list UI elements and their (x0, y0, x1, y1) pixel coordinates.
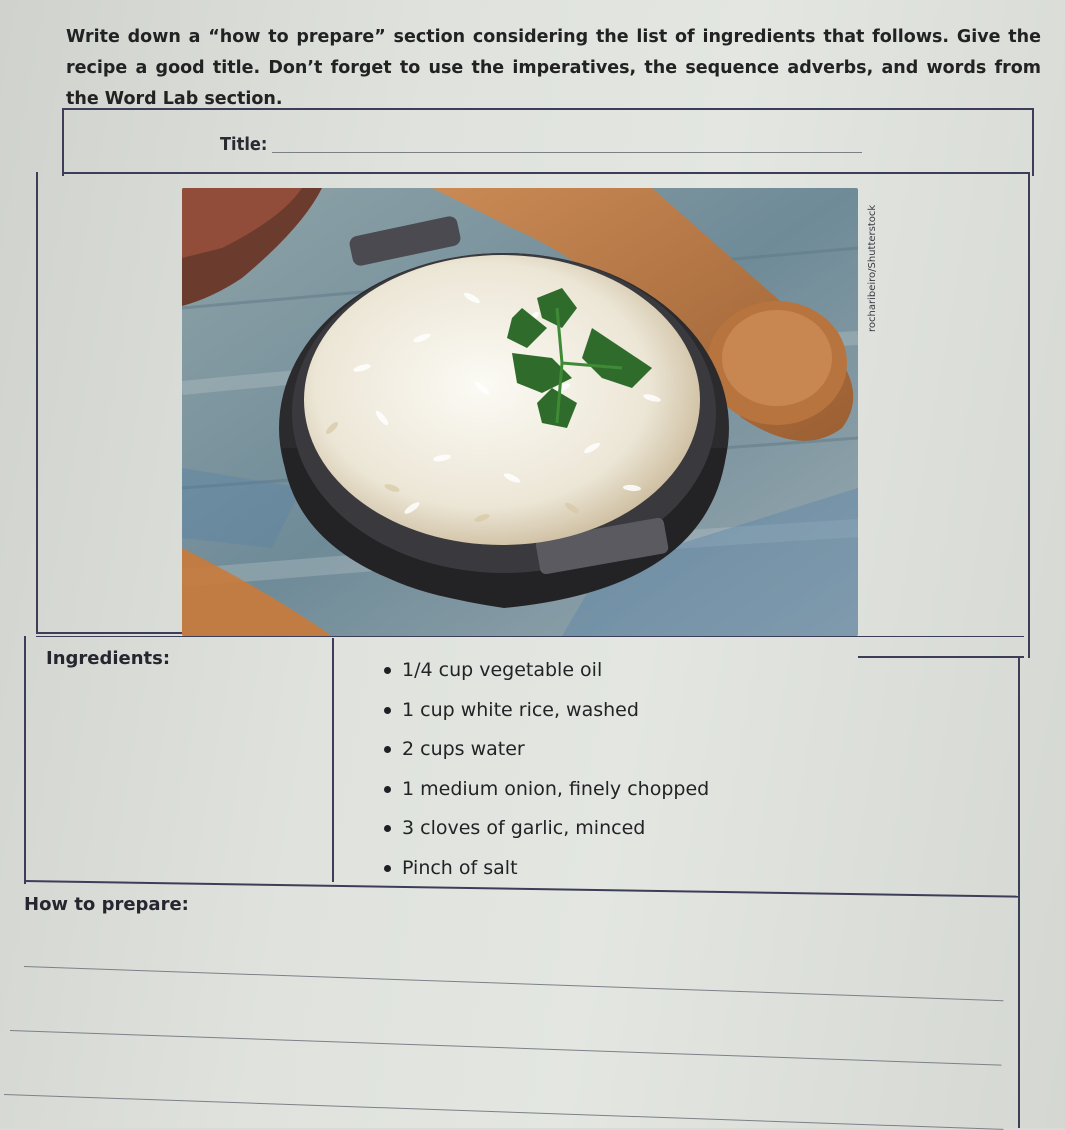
bullet-icon (384, 707, 391, 714)
frame-left-edge (36, 172, 38, 634)
prepare-right-edge (1018, 656, 1020, 1128)
list-item: 1/4 cup vegetable oil (380, 652, 709, 692)
ingredients-left-edge (24, 636, 26, 884)
bullet-icon (384, 667, 391, 674)
title-box-divider (62, 172, 1030, 174)
list-item: 1 cup white rice, washed (380, 692, 709, 732)
ingredients-top-rule (36, 636, 1024, 637)
list-item: 3 cloves of garlic, minced (380, 810, 709, 850)
how-to-prepare-label: How to prepare: (24, 894, 189, 915)
ingredients-column-divider (332, 638, 334, 882)
title-answer-line[interactable] (272, 152, 862, 153)
photo-box-divider-right (858, 656, 1024, 658)
photo-box-divider-left (36, 632, 182, 634)
title-box (62, 108, 1034, 176)
bullet-icon (384, 786, 391, 793)
frame-right-edge (1028, 172, 1030, 658)
bullet-icon (384, 746, 391, 753)
list-item: 1 medium onion, finely chopped (380, 771, 709, 811)
bullet-icon (384, 865, 391, 872)
rice-bowl-photo (182, 188, 858, 636)
title-label: Title: (220, 134, 268, 155)
list-item: 2 cups water (380, 731, 709, 771)
photo-credit (865, 196, 879, 332)
svg-text:rocharibeiro/Shutterstock: rocharibeiro/Shutterstock (867, 204, 878, 332)
ingredients-list (380, 652, 709, 889)
exercise-instructions: Write down a “how to prepare” section considering the list of ingredients that follows. Give the recipe a good title. Don’t forget to use the imperatives, the sequence adverbs, and words from the Word Lab section. (66, 27, 1041, 109)
bullet-icon (384, 825, 391, 832)
list-item: Pinch of salt (380, 850, 709, 890)
ingredients-label: Ingredients: (46, 648, 171, 669)
